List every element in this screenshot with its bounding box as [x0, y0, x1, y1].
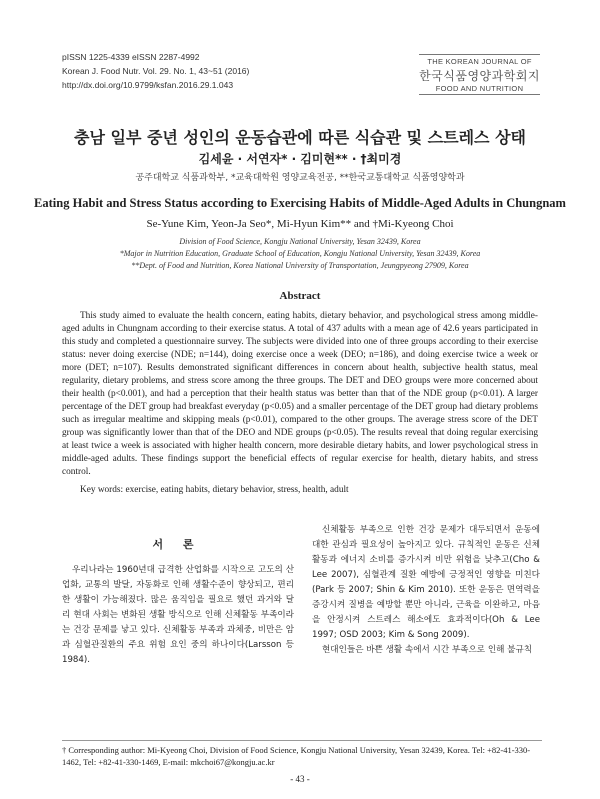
doi-line[interactable]: http://dx.doi.org/10.9799/ksfan.2016.29.1.043 — [62, 80, 234, 90]
abstract-heading: Abstract — [279, 290, 321, 302]
body-column-left — [62, 563, 294, 668]
issn-line: pISSN 1225-4339 eISSN 2287-4992 — [62, 52, 200, 62]
authors-korean: 김세윤 · 서연자* · 김미현** · †최미경 — [198, 152, 402, 166]
journal-name-kr: 한국식품영양과학회지 — [419, 69, 540, 83]
paragraph: 현대인들은 바쁜 생활 속에서 시간 부족으로 인해 불규칙 — [322, 645, 533, 655]
page-number: - 43 - — [290, 774, 310, 784]
journal-name-en-bottom: FOOD AND NUTRITION — [419, 84, 540, 95]
journal-logo-block — [419, 54, 540, 95]
introduction-heading: 서 론 — [152, 538, 202, 551]
citation-line: Korean J. Food Nutr. Vol. 29. No. 1, 43~51 (2016) — [62, 66, 250, 76]
paragraph: 우리나라는 1960년대 급격한 산업화를 시작으로 고도의 산업화, 교통의 발달, 자동화로 인해 생활수준이 향상되고, 편리한 생활이 가능해졌다. 많은 움직임을 필요로 했던 과거와 달리 현대 사회는 변화된 생활 방식으로 인해 신체활동 부족이라는 건강 문제를 낳고 있다. 신체활동 부족과 과체중, 비만은 암과 심혈관질환의 주요 위험 요인 중의 하나이다(Larsson 등 1984). — [62, 565, 294, 665]
affiliations-english — [0, 236, 600, 272]
abstract-body: This study aimed to evaluate the health concern, eating habits, dietary behavior, and psychological stress among middle-aged adults in Chungnam according to their exercise status. A total of 437 adults with a mean age of 42.6 years participated in this study and completed a questionnaire survey. The subjects were divided into one of three groups according to their exercise status: never doing exercise (NDE; n=144), doing exercise once a week (DEO; n=186), and doing exercise twice a week or more (DET; n=107). Results demonstrated significant differences in concern about health, subjective health status, meal regularity, dietary problems, and stress score among the three groups. The DET and DEO groups were more concerned about their health (p<0.001), and had a perception that their health status was better than that of the NDE group (p<0.01). A larger percentage of the DET group had breakfast everyday (p<0.05) and a smaller percentage of the DET group had dietary problems such as irregular mealtime and skipping meals (p<0.01), compared to the other groups. The average stress score of the DET group was significantly lower than that of the DEO and NDE groups (p<0.05). The results reveal that doing regular exercising at least twice a week is associated with higher health concern, more desirable dietary habits, and lower psychological stress in middle-aged adults. These findings support the beneficial effects of regular exercise for health, dietary habits, and stress control. — [62, 311, 538, 477]
affiliation-line: *Major in Nutrition Education, Graduate School of Education, Kongju National University, Yesan 32439, Korea — [119, 249, 481, 258]
authors-english: Se-Yune Kim, Yeon-Ja Seo*, Mi-Hyun Kim** and †Mi-Kyeong Choi — [146, 218, 454, 230]
title-english: Eating Habit and Stress Status according to Exercising Habits of Middle-Aged Adults in Chungnam — [34, 196, 566, 210]
journal-name-en-top: THE KOREAN JOURNAL OF — [419, 54, 540, 66]
paragraph: 신체활동 부족으로 인한 건강 문제가 대두되면서 운동에 대한 관심과 필요성이 높아지고 있다. 규칙적인 운동은 신체 활동과 에너지 소비를 증가시켜 비만 위험을 낮추고(Cho & Lee 2007), 심혈관계 질환 예방에 긍정적인 영향을 미친다(Park 등 2007; Shin & Kim 2010). 또한 운동은 면역력을 증강시켜 질병을 예방할 뿐만 아니라, 근육을 이완하고, 마음을 안정시켜 스트레스 해소에도 효과적이다(Oh & Lee 1997; OSD 2003; Kim & Song 2009). — [312, 525, 540, 640]
keywords-line: Key words: exercise, eating habits, dietary behavior, stress, health, adult — [80, 485, 349, 495]
affiliations-korean: 공주대학교 식품과학부, *교육대학원 영양교육전공, **한국교통대학교 식품영양학과 — [135, 173, 465, 183]
title-korean: 충남 일부 중년 성인의 운동습관에 따른 식습관 및 스트레스 상태 — [74, 128, 526, 147]
body-column-right — [312, 523, 540, 658]
journal-citation-block — [62, 50, 249, 92]
corresponding-author-footnote: † Corresponding author: Mi-Kyeong Choi, Division of Food Science, Kongju National University, Yesan 32439, Korea. Tel: +82-41-330-1462, Tel: +82-41-330-1469, E-mail: mkchoi67@kongju.ac.kr — [62, 740, 542, 768]
affiliation-line: **Dept. of Food and Nutrition, Korea National University of Transportation, Jeungpyeong 27909, Korea — [131, 261, 469, 270]
affiliation-line: Division of Food Science, Kongju National University, Yesan 32439, Korea — [179, 237, 421, 246]
